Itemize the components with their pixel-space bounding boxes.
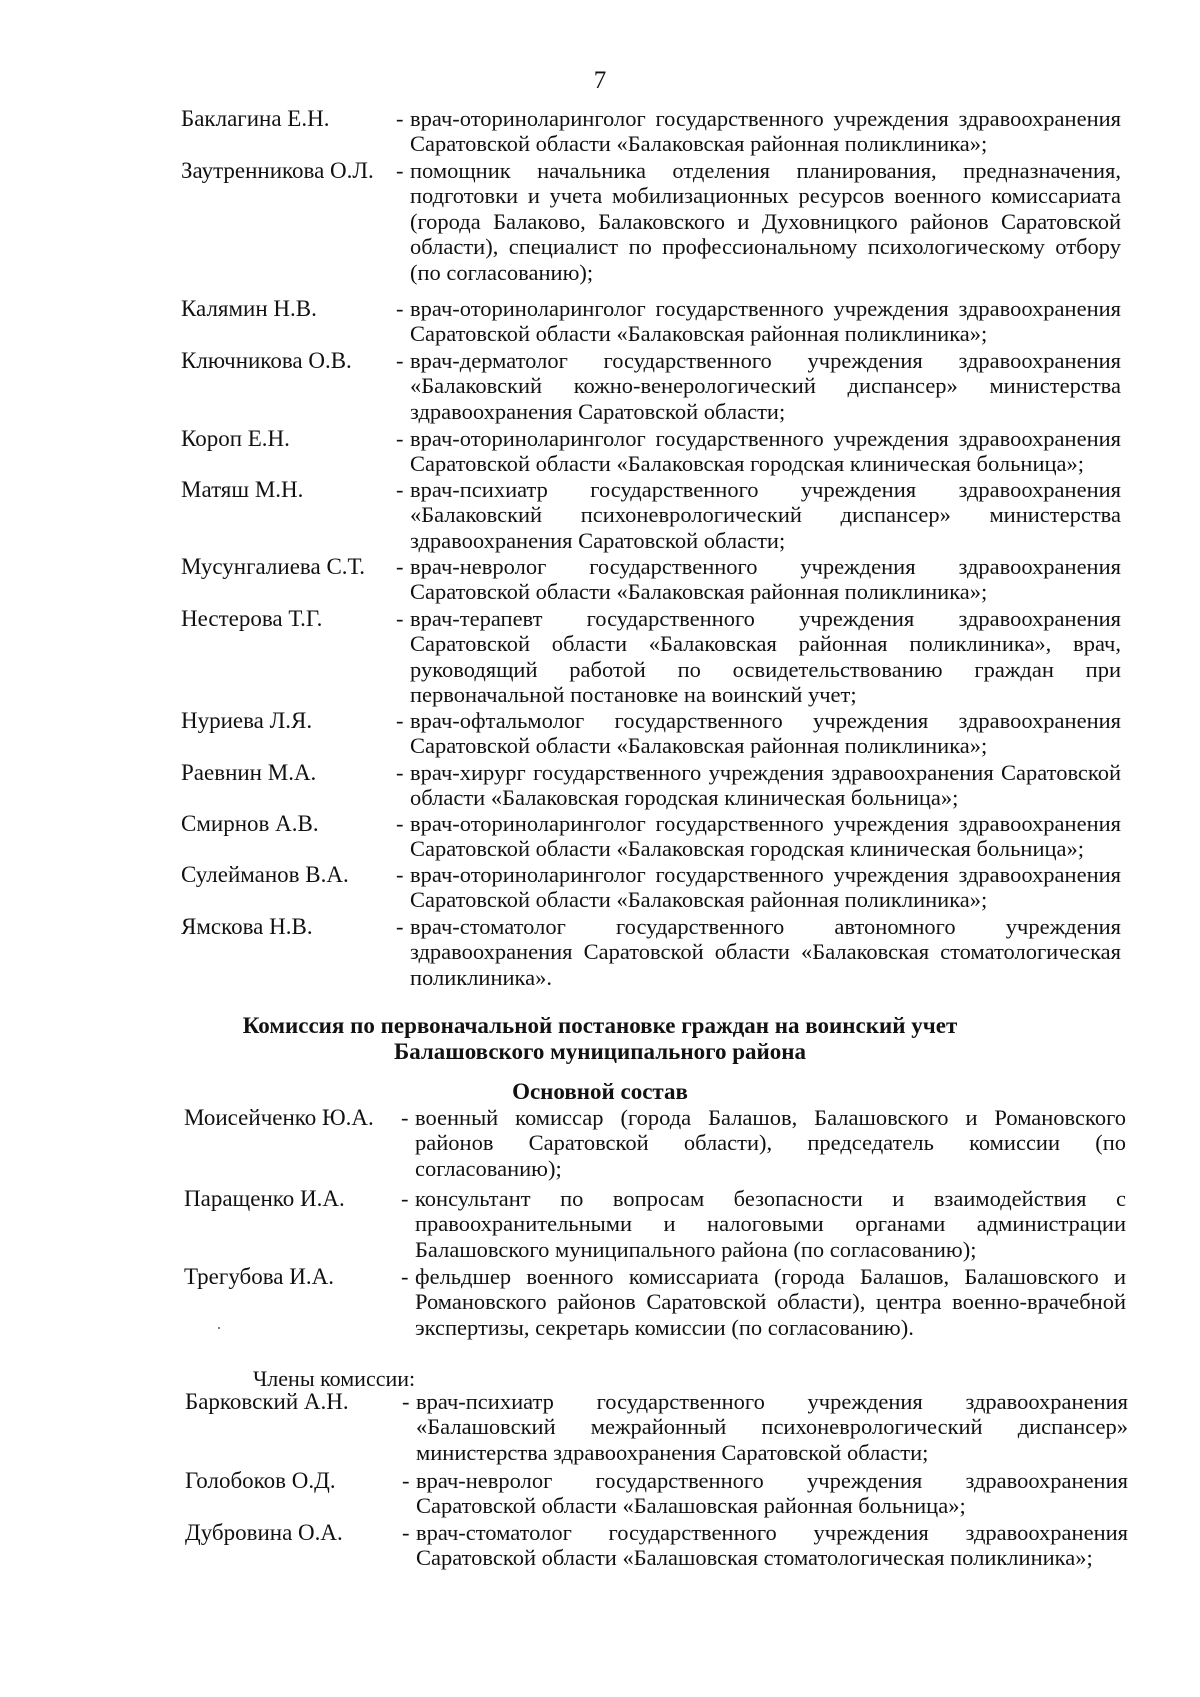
member-name: Моисейченко Ю.А. (184, 1105, 374, 1130)
member-role: - врач-психиатр государственного учреждения здравоохранения «Балаковский психоневрологический диспансер» министерства здравоохранения Саратовской области; (396, 477, 1121, 553)
member-role: - помощник начальника отделения планирования, предназначения, подготовки и учета мобилизационных ресурсов военного комиссариата (города Балаково, Балаковского и Духовницкого районов Саратовской области), специалист по профессиональному психологическому отбору (по согласованию); (396, 158, 1121, 285)
member-role: - врач-офтальмолог государственного учреждения здравоохранения Саратовской области «Балаковская районная поликлиника»; (396, 708, 1121, 759)
member-name: Паращенко И.А. (184, 1186, 345, 1211)
member-role: - фельдшер военного комиссариата (города Балашов, Балашовского и Романовского районов Саратовской области), центра военно-врачебной экспертизы, секретарь комиссии (по согласованию). (401, 1264, 1126, 1340)
member-name: Баклагина Е.Н. (181, 106, 330, 131)
member-role: - врач-психиатр государственного учреждения здравоохранения «Балашовский межрайонный психоневрологический диспансер» министерства здравоохранения Саратовской области; (402, 1389, 1128, 1465)
member-name: Голобоков О.Д. (185, 1468, 336, 1493)
member-name: Смирнов А.В. (181, 811, 319, 836)
member-role: - врач-стоматолог государственного автономного учреждения здравоохранения Саратовской области «Балаковская стоматологическая поликлиника». (396, 914, 1121, 990)
member-role: - врач-стоматолог государственного учреждения здравоохранения Саратовской области «Балашовская стоматологическая поликлиника»; (402, 1520, 1128, 1571)
member-name: Ключникова О.В. (181, 348, 352, 373)
member-role: - консультант по вопросам безопасности и взаимодействия с правоохранительными и налоговыми органами администрации Балашовского муниципального района (по согласованию); (401, 1186, 1126, 1262)
member-role: - врач-хирург государственного учреждения здравоохранения Саратовской области «Балаковская городская клиническая больница»; (396, 760, 1121, 811)
member-role: - врач-терапевт государственного учреждения здравоохранения Саратовской области «Балаковская районная поликлиника», врач, руководящий работой по освидетельствованию граждан при первоначальной постановке на воинский учет; (396, 606, 1121, 708)
member-name: Барковский А.Н. (185, 1389, 349, 1414)
main-composition-heading: Основной состав (512, 1079, 688, 1104)
commission-heading (0, 1013, 1200, 1065)
member-role: - врач-оториноларинголог государственного учреждения здравоохранения Саратовской области «Балаковская городская клиническая больница»; (396, 426, 1121, 477)
member-name: Сулейманов В.А. (181, 862, 349, 887)
scan-speck (218, 1327, 220, 1329)
commission-heading-line: Комиссия по первоначальной постановке граждан на воинский учет (242, 1013, 958, 1038)
member-name: Калямин Н.В. (181, 296, 317, 321)
member-role: - врач-оториноларинголог государственного учреждения здравоохранения Саратовской области «Балаковская районная поликлиника»; (396, 106, 1121, 157)
member-name: Нестерова Т.Г. (181, 606, 323, 631)
member-name: Короп Е.Н. (181, 426, 290, 451)
member-role: - врач-дерматолог государственного учреждения здравоохранения «Балаковский кожно-венерологический диспансер» министерства здравоохранения Саратовской области; (396, 348, 1121, 424)
member-name: Раевнин М.А. (181, 760, 317, 785)
member-role: - врач-невролог государственного учреждения здравоохранения Саратовской области «Балаковская районная поликлиника»; (396, 554, 1121, 605)
member-role: - врач-оториноларинголог государственного учреждения здравоохранения Саратовской области «Балаковская городская клиническая больница»; (396, 811, 1121, 862)
member-name: Нуриева Л.Я. (181, 708, 313, 733)
member-name: Матяш М.Н. (181, 477, 304, 502)
member-role: - военный комиссар (города Балашов, Балашовского и Романовского районов Саратовской области), председатель комиссии (по согласованию); (401, 1105, 1126, 1181)
member-name: Трегубова И.А. (184, 1264, 334, 1289)
member-role: - врач-оториноларинголог государственного учреждения здравоохранения Саратовской области «Балаковская районная поликлиника»; (396, 862, 1121, 913)
page-number: 7 (593, 67, 607, 94)
member-name: Ямскова Н.В. (181, 914, 313, 939)
member-name: Заутренникова О.Л. (181, 158, 374, 183)
member-role: - врач-невролог государственного учреждения здравоохранения Саратовской области «Балашовская районная больница»; (402, 1468, 1128, 1519)
members-label: Члены комиссии: (253, 1366, 416, 1391)
member-role: - врач-оториноларинголог государственного учреждения здравоохранения Саратовской области «Балаковская районная поликлиника»; (396, 296, 1121, 347)
commission-heading-line: Балашовского муниципального района (393, 1039, 806, 1064)
member-name: Дубровина О.А. (185, 1520, 343, 1545)
member-name: Мусунгалиева С.Т. (181, 554, 366, 579)
